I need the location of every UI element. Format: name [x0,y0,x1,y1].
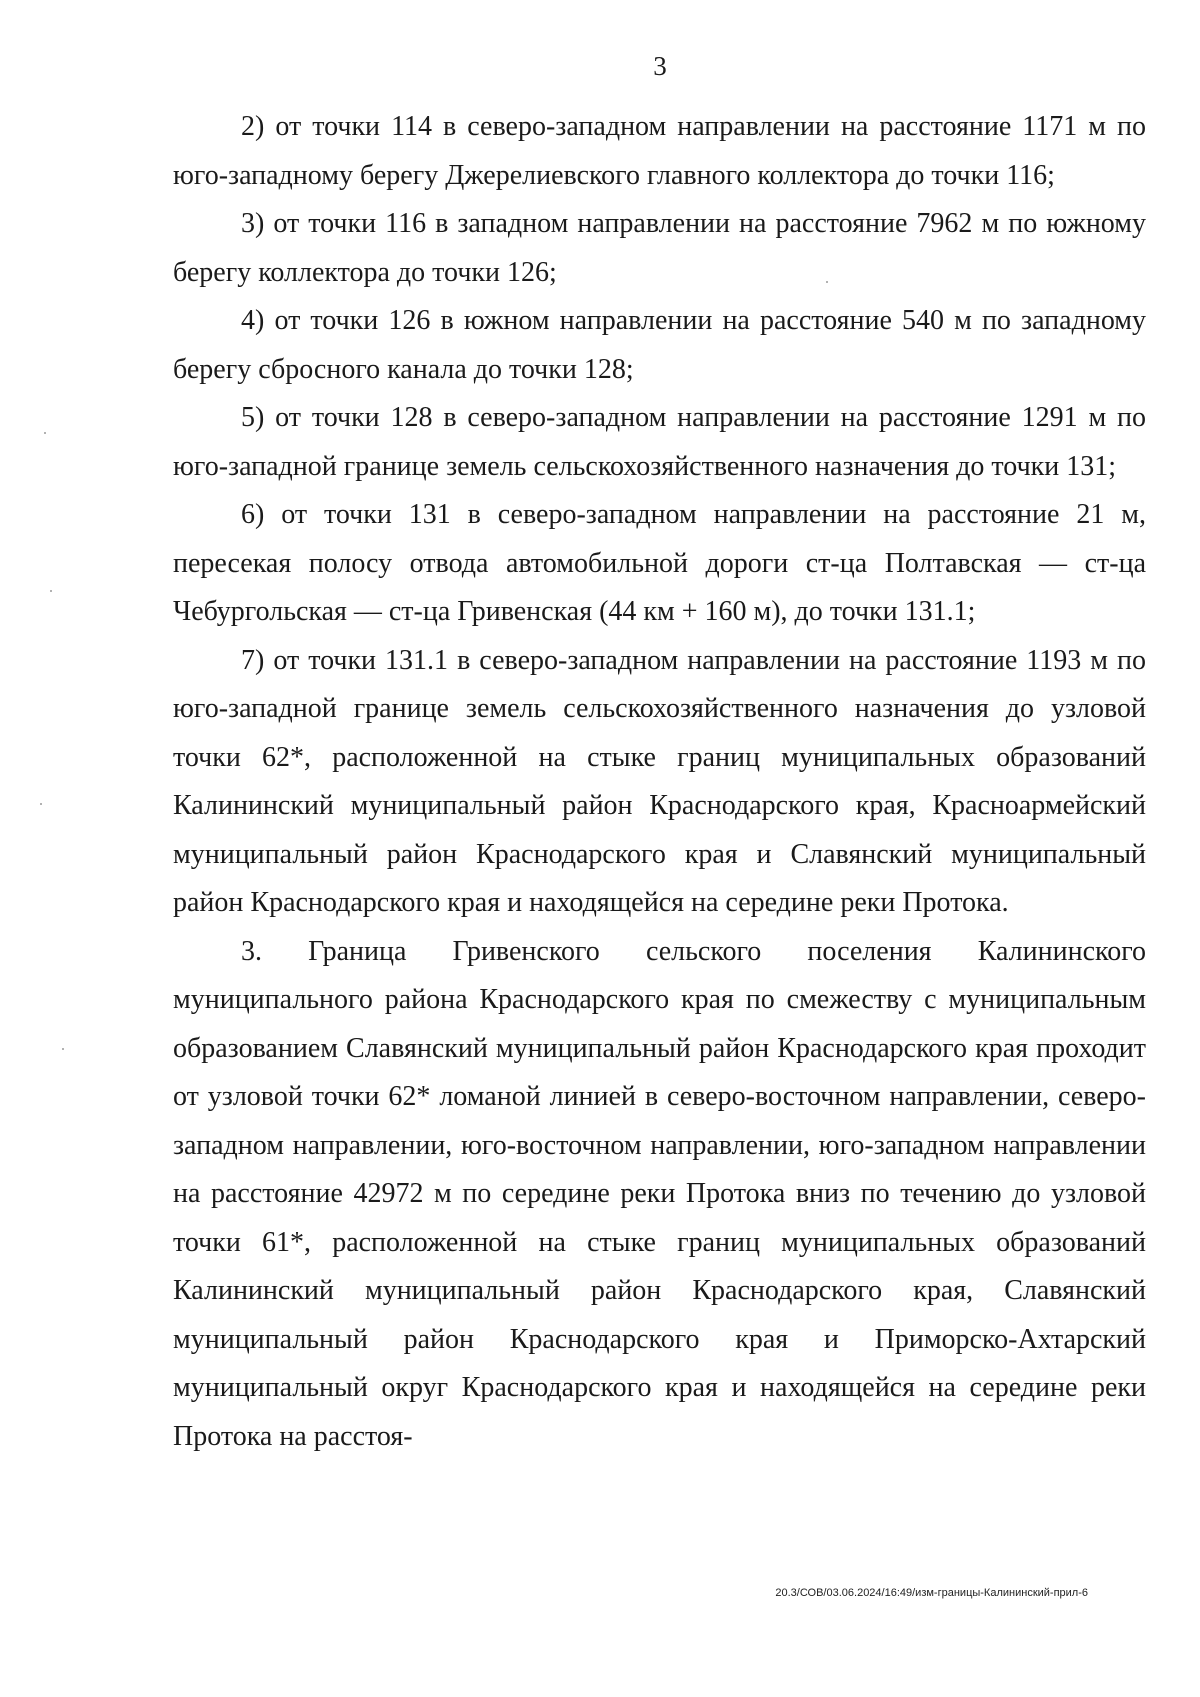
scan-speck [44,432,46,434]
paragraph-4: 4) от точки 126 в южном направлении на расстояние 540 м по западному берегу сбросного канала до точки 128; [173,305,1146,385]
paragraph-7: 7) от точки 131.1 в северо-западном направлении на расстояние 1193 м по юго-западной границе земель сельскохозяйственного назначения до узловой точки 62*, расположенной на стыке границ муниципальных образований Калининский муниципальный район Краснодарского края, Красноармейский муниципальный район Краснодарского края и Славянский муниципальный район Краснодарского края и находящейся на середине реки Протока. [173,644,1146,918]
paragraph-2: 2) от точки 114 в северо-западном направлении на расстояние 1171 м по юго-западному берегу Джерелиевского главного коллектора до точки 116; [173,111,1146,191]
document-body [173,103,1146,1461]
paragraph-3: 3) от точки 116 в западном направлении на расстояние 7962 м по южному берегу коллектора до точки 126; [173,208,1146,288]
document-footer-code: 20.3/СОВ/03.06.2024/16:49/изм-границы-Калининский-прил-6 [775,1587,1088,1599]
page-number: 3 [653,51,667,81]
scan-speck [50,590,52,592]
scan-speck [40,803,42,805]
section-3-paragraph: 3. Граница Гривенского сельского поселения Калининского муниципального района Краснодарского края по смежеству с муниципальным образованием Славянский муниципальный район Краснодарского края проходит от узловой точки 62* ломаной линией в северо-восточном направлении, северо-западном направлении, юго-восточном направлении, юго-западном направлении на расстояние 42972 м по середине реки Протока вниз по течению до узловой точки 61*, расположенной на стыке границ муниципальных образований Калининский муниципальный район Краснодарского края, Славянский муниципальный район Краснодарского края и Приморско-Ахтарский муниципальный округ Краснодарского края и находящейся на середине реки Протока на расстоя- [173,935,1146,1452]
paragraph-6: 6) от точки 131 в северо-западном направлении на расстояние 21 м, пересекая полосу отвода автомобильной дороги ст-ца Полтавская — ст-ца Чебургольская — ст-ца Гривенская (44 км + 160 м), до точки 131.1; [173,499,1146,627]
scan-speck [62,1048,64,1050]
paragraph-5: 5) от точки 128 в северо-западном направлении на расстояние 1291 м по юго-западной границе земель сельскохозяйственного назначения до точки 131; [173,402,1146,482]
scan-speck [826,281,828,283]
